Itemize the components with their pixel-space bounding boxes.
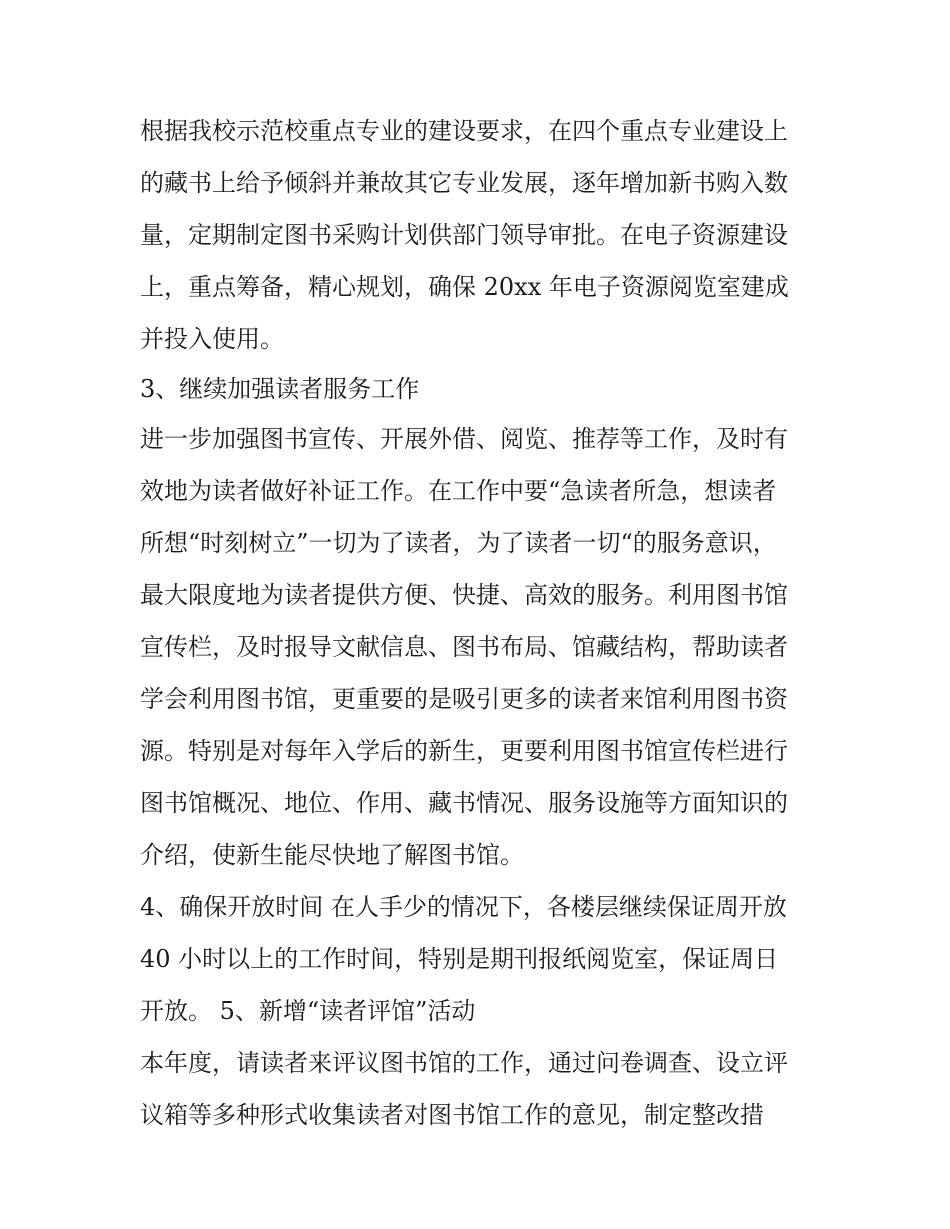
text-line: 进一步加强图书宣传、开展外借、阅览、推荐等工作，及时有 [140,425,788,453]
text-line: 40 小时以上的工作时间，特别是期刊报纸阅览室，保证周日 [140,945,779,973]
text-line: 4、确保开放时间 在人手少的情况下，各楼层继续保证周开放 [140,893,787,921]
paragraph-collection-building [140,105,830,365]
section-heading-reader-service [140,365,830,413]
text-line: 根据我校示范校重点专业的建设要求，在四个重点专业建设上 [140,117,788,145]
paragraph-reader-service [140,413,830,881]
text-line: 本年度，请读者来评议图书馆的工作，通过问卷调查、设立评 [140,1049,788,1077]
text-line: 介绍，使新生能尽快地了解图书馆。 [140,841,524,869]
text-line: 最大限度地为读者提供方便、快捷、高效的服务。利用图书馆 [140,581,788,609]
text-line: 并投入使用。 [140,325,284,353]
paragraph-reader-evaluation [140,1037,830,1141]
text-line: 所想“时刻树立”一切为了读者，为了读者一切“的服务意识， [140,529,777,557]
text-line: 的藏书上给予倾斜并兼故其它专业发展，逐年增加新书购入数 [140,169,788,197]
text-line: 宣传栏，及时报导文献信息、图书布局、馆藏结构，帮助读者 [140,633,788,661]
text-line: 量，定期制定图书采购计划供部门领导审批。在电子资源建设 [140,221,788,249]
document-body [140,105,830,1141]
text-line: 效地为读者做好补证工作。在工作中要“急读者所急，想读者 [140,477,777,505]
text-line: 源。特别是对每年入学后的新生，更要利用图书馆宣传栏进行 [140,737,788,765]
text-line: 上，重点筹备，精心规划，确保 20xx 年电子资源阅览室建成 [140,273,789,301]
text-line: 学会利用图书馆，更重要的是吸引更多的读者来馆利用图书资 [140,685,788,713]
paragraph-opening-hours [140,881,830,1037]
text-line: 议箱等多种形式收集读者对图书馆工作的意见，制定整改措 [140,1101,764,1129]
text-line: 开放。 5、新增“读者评馆”活动 [140,997,476,1025]
text-line: 图书馆概况、地位、作用、藏书情况、服务设施等方面知识的 [140,789,788,817]
section-heading: 3、继续加强读者服务工作 [140,375,420,403]
